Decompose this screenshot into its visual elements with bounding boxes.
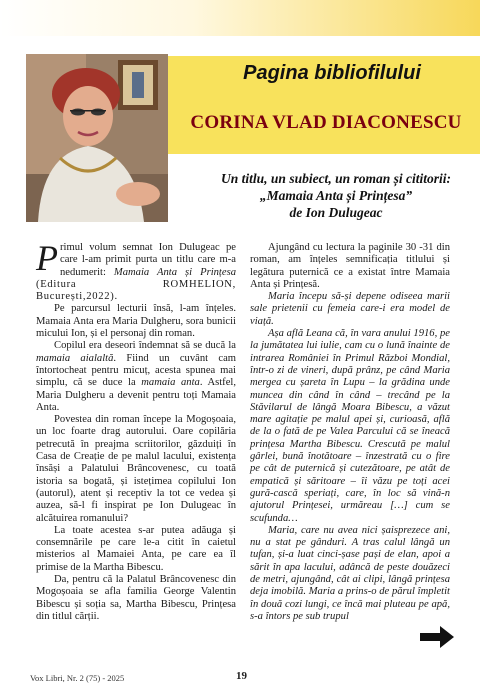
book-title-inline: Mamaia Anta și Prințesa [113, 266, 236, 278]
quote-paragraph: Așa află Leana că, în vara anului 1916, pe la jumătatea lui iulie, cam cu o lună înainte de intrarea României în Primul Război Mondial, într-o zi de vineri, după prânz, pe când Maria mergea cu șareta în Lupu – la grădina unde muncea din când în când – trecând pe la Stăvilarul de lângă Moara Bibescu, a văzut mare agitație pe malul apei și, curioasă, află de la o fată de pe Valea Parcului că se îneacă prințesa Martha Bibescu. Crescută pe malul gârlei, bună înotătoare – înzestrată cu o fire pe cât de puternică și cutezătoare, pe atât de empatică și săritoare – îi văzu pe toți acei gură-cască speriați, care, în loc să vină-n ajutorul Prințesei, urmăreau […] cum se scufunda… [250, 328, 450, 524]
subtitle-line: Un titlu, un subiect, un roman și cititorii: [221, 171, 451, 186]
article-column-left [36, 238, 237, 623]
paragraph: La toate acestea s-ar putea adăuga și consemnările pe care le-a citit în caietul misterios al Mamaiei Anta, pe care ea îl primise de la Martha Bibescu. [36, 524, 236, 573]
paragraph: Pe parcursul lecturii însă, l-am înțeles. Mamaia Anta era Maria Dulgheru, sora bunicii micului Ion, și el personaj din roman. [36, 303, 236, 340]
drop-cap: P [36, 238, 58, 278]
author-name: CORINA VLAD DIACONESCU [190, 112, 462, 133]
text-span: Copilul era deseori îndemnat să se ducă la [54, 340, 236, 352]
author-portrait [26, 54, 168, 222]
text-span: . Fiind un cuvânt cam întortocheat pentru micuț, acesta spunea mai simplu, că se duce la [36, 352, 237, 389]
top-decoration-strip [0, 0, 480, 36]
paragraph [36, 340, 236, 414]
paragraph: Povestea din roman începe la Mogoșoaia, un loc foarte drag autorului. Oare copilăria petrecută în preajma scriitorilor, găzduiți în Casa de Creație de pe malul lacului, existența însăși a Palatului Brâncovenesc, cu toată istoria sa bogată, și istețimea copilului Ion (autorul), atent și receptiv la tot ce vedea și auzea, să-l fi inspirat pe Ion Dulugeac în alcătuirea romanului? [36, 414, 236, 524]
paragraph: Da, pentru că la Palatul Brâncovenesc din Mogoșoaia se afla familia George Valentin Bibescu și soția sa, Martha Bibescu, Prințesa din titlul cărții. [36, 574, 236, 622]
author-photo [26, 54, 168, 222]
text-span: (Editura ROMHELION, București,2022). [36, 278, 236, 303]
article-subtitle [200, 170, 472, 221]
book-author: de Ion Dulugeac [289, 205, 383, 220]
paragraph [36, 238, 236, 303]
journal-issue: Vox Libri, Nr. 2 (75) - 2025 [30, 673, 125, 683]
section-title: Pagina bibliofilului [243, 62, 421, 84]
page-number: 19 [236, 670, 247, 682]
book-title: „Mamaia Anta și Prințesa” [259, 188, 413, 203]
quote-paragraph: Maria, care nu avea nici șaisprezece ani, nu a stat pe gânduri. A tras calul lângă un tufan, și-a luat cinci-șase pași de elan, apoi a sărit în apa lacului, adâncă de peste douăzeci de metri, ajungând, cât ai clipi, lângă prințesa deja imobilă. Maria a prins-o de părul împletit în două cozi lungi, ce încă mai pluteau pe apă, s-a întors pe sub trupul [250, 524, 450, 622]
arrow-right-icon[interactable] [420, 626, 454, 648]
article-column-right [250, 242, 450, 623]
emphasis: mamaia anta [141, 377, 200, 389]
paragraph: Ajungând cu lectura la paginile 30 -31 din roman, am înțeles semnificația titlului și legătura puternică ce a existat între Mamaia Anta și Prințesă. [250, 242, 450, 290]
text-span: rimul volum semnat Ion Dulugeac pe care l-am primit purta un titlu care m-a nedumerit: [60, 242, 236, 278]
emphasis: mamaia aialaltă [36, 352, 114, 364]
text-span: . Astfel, Maria Dulgheru a devenit pentru toți Mamaia Anta. [36, 377, 237, 413]
quote-paragraph: Maria începu să-și depene odiseea marii sale prietenii cu femeia care-i era model de viață. [250, 291, 450, 327]
